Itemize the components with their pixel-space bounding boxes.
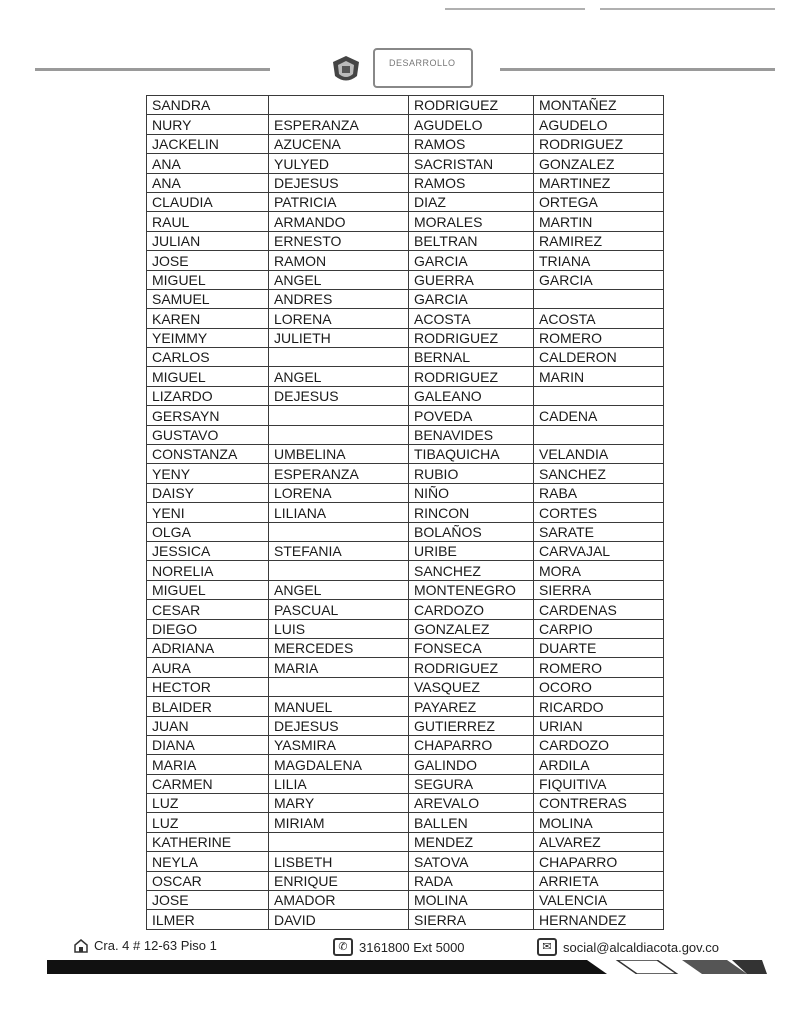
table-cell: MARTIN	[534, 212, 664, 231]
table-cell: ANA	[147, 173, 269, 192]
table-row	[147, 289, 664, 308]
table-cell: RAMOS	[409, 173, 534, 192]
table-row	[147, 891, 664, 910]
table-row	[147, 212, 664, 231]
table-cell: AREVALO	[409, 794, 534, 813]
table-cell: AGUDELO	[409, 115, 534, 134]
table-cell: NURY	[147, 115, 269, 134]
table-cell: TIBAQUICHA	[409, 445, 534, 464]
table-cell: LUZ	[147, 813, 269, 832]
table-cell: PAYAREZ	[409, 697, 534, 716]
table-row	[147, 173, 664, 192]
table-cell: MARIA	[147, 755, 269, 774]
table-cell: SARATE	[534, 522, 664, 541]
table-cell: GUERRA	[409, 270, 534, 289]
table-row	[147, 115, 664, 134]
table-cell: CONTRERAS	[534, 794, 664, 813]
names-table	[146, 95, 664, 930]
table-cell	[269, 348, 409, 367]
table-cell: DIEGO	[147, 619, 269, 638]
table-row	[147, 406, 664, 425]
footer	[0, 935, 791, 959]
footer-phone	[333, 938, 465, 956]
table-cell: CESAR	[147, 600, 269, 619]
table-cell: GONZALEZ	[409, 619, 534, 638]
table-cell: MORA	[534, 561, 664, 580]
table-cell: MAGDALENA	[269, 755, 409, 774]
table-cell: CARLOS	[147, 348, 269, 367]
table-row	[147, 600, 664, 619]
table-cell: GARCIA	[409, 289, 534, 308]
table-cell: SANCHEZ	[534, 464, 664, 483]
table-cell: ACOSTA	[409, 309, 534, 328]
table-cell: JACKELIN	[147, 134, 269, 153]
footer-email-text[interactable]: social@alcaldiacota.gov.co	[563, 939, 720, 955]
table-cell: BERNAL	[409, 348, 534, 367]
table-row	[147, 367, 664, 386]
footer-black-bar	[47, 960, 587, 974]
table-cell: GUSTAVO	[147, 425, 269, 444]
table-cell: NIÑO	[409, 483, 534, 502]
table-cell: PATRICIA	[269, 192, 409, 211]
table-cell: YEIMMY	[147, 328, 269, 347]
table-cell: DEJESUS	[269, 173, 409, 192]
table-row	[147, 445, 664, 464]
table-row	[147, 154, 664, 173]
names-table-body	[147, 96, 664, 930]
table-cell: OCORO	[534, 677, 664, 696]
table-row	[147, 658, 664, 677]
phone-icon: ✆	[333, 938, 353, 956]
table-row	[147, 755, 664, 774]
table-cell: SACRISTAN	[409, 154, 534, 173]
table-row	[147, 483, 664, 502]
top-scan-line	[445, 8, 585, 10]
table-cell: LORENA	[269, 309, 409, 328]
table-cell: STEFANIA	[269, 541, 409, 560]
table-cell	[534, 386, 664, 405]
header-stamp	[373, 48, 473, 88]
table-cell: CARMEN	[147, 774, 269, 793]
table-cell: MORALES	[409, 212, 534, 231]
table-cell	[269, 522, 409, 541]
table-cell: ARRIETA	[534, 871, 664, 890]
table-cell: MARIA	[269, 658, 409, 677]
table-cell: YENI	[147, 503, 269, 522]
table-row	[147, 871, 664, 890]
table-cell: UMBELINA	[269, 445, 409, 464]
table-cell: AMADOR	[269, 891, 409, 910]
table-cell: MOLINA	[534, 813, 664, 832]
footer-bar-tail	[587, 960, 767, 974]
table-row	[147, 231, 664, 250]
table-cell: ANGEL	[269, 270, 409, 289]
table-cell: MONTAÑEZ	[534, 96, 664, 115]
footer-email[interactable]	[537, 938, 719, 956]
table-cell: YENY	[147, 464, 269, 483]
table-cell: ROMERO	[534, 658, 664, 677]
table-cell: MIGUEL	[147, 367, 269, 386]
table-cell: OSCAR	[147, 871, 269, 890]
table-cell: LUZ	[147, 794, 269, 813]
table-row	[147, 348, 664, 367]
table-row	[147, 580, 664, 599]
table-cell: CLAUDIA	[147, 192, 269, 211]
table-cell: KAREN	[147, 309, 269, 328]
table-cell: RAUL	[147, 212, 269, 231]
table-cell: ORTEGA	[534, 192, 664, 211]
table-row	[147, 910, 664, 929]
building-icon	[74, 939, 88, 953]
table-cell: ILMER	[147, 910, 269, 929]
table-cell: MIGUEL	[147, 270, 269, 289]
table-cell: MONTENEGRO	[409, 580, 534, 599]
table-cell: RUBIO	[409, 464, 534, 483]
table-cell: ARMANDO	[269, 212, 409, 231]
table-cell: JULIAN	[147, 231, 269, 250]
table-cell	[534, 425, 664, 444]
table-cell: ERNESTO	[269, 231, 409, 250]
table-cell	[269, 677, 409, 696]
table-cell: LILIA	[269, 774, 409, 793]
table-cell: KATHERINE	[147, 832, 269, 851]
municipal-shield-icon	[329, 54, 363, 86]
table-cell: GONZALEZ	[534, 154, 664, 173]
table-cell: CARDOZO	[534, 735, 664, 754]
table-cell: LORENA	[269, 483, 409, 502]
table-cell: NEYLA	[147, 852, 269, 871]
table-cell: DUARTE	[534, 638, 664, 657]
table-cell: PASCUAL	[269, 600, 409, 619]
table-cell	[269, 406, 409, 425]
table-cell: ANGEL	[269, 367, 409, 386]
table-cell: RAMIREZ	[534, 231, 664, 250]
table-cell: ROMERO	[534, 328, 664, 347]
table-cell: URIBE	[409, 541, 534, 560]
table-cell: MERCEDES	[269, 638, 409, 657]
table-cell: VASQUEZ	[409, 677, 534, 696]
table-cell: RODRIGUEZ	[409, 328, 534, 347]
table-cell: DEJESUS	[269, 716, 409, 735]
table-cell: CARDENAS	[534, 600, 664, 619]
footer-phone-text: 3161800 Ext 5000	[359, 939, 465, 955]
table-cell: RODRIGUEZ	[409, 96, 534, 115]
table-cell: GARCIA	[534, 270, 664, 289]
table-cell: CARVAJAL	[534, 541, 664, 560]
table-row	[147, 425, 664, 444]
table-row	[147, 677, 664, 696]
table-cell: RABA	[534, 483, 664, 502]
table-cell: JULIETH	[269, 328, 409, 347]
table-cell: MOLINA	[409, 891, 534, 910]
table-row	[147, 794, 664, 813]
table-cell	[269, 832, 409, 851]
table-row	[147, 735, 664, 754]
table-cell: GERSAYN	[147, 406, 269, 425]
table-row	[147, 697, 664, 716]
table-row	[147, 852, 664, 871]
table-cell: FONSECA	[409, 638, 534, 657]
table-cell: VALENCIA	[534, 891, 664, 910]
table-row	[147, 134, 664, 153]
table-cell: RODRIGUEZ	[409, 658, 534, 677]
table-cell: DAVID	[269, 910, 409, 929]
table-cell: MENDEZ	[409, 832, 534, 851]
table-cell: BOLAÑOS	[409, 522, 534, 541]
table-cell: URIAN	[534, 716, 664, 735]
table-cell: ANDRES	[269, 289, 409, 308]
table-cell: JOSE	[147, 891, 269, 910]
table-cell: CHAPARRO	[409, 735, 534, 754]
table-row	[147, 774, 664, 793]
table-cell: OLGA	[147, 522, 269, 541]
table-cell: ALVAREZ	[534, 832, 664, 851]
table-cell: GARCIA	[409, 251, 534, 270]
table-cell: ENRIQUE	[269, 871, 409, 890]
table-cell: MARY	[269, 794, 409, 813]
table-row	[147, 270, 664, 289]
table-row	[147, 561, 664, 580]
table-cell: RICARDO	[534, 697, 664, 716]
table-cell: SAMUEL	[147, 289, 269, 308]
table-row	[147, 96, 664, 115]
footer-address	[74, 938, 217, 953]
table-row	[147, 813, 664, 832]
table-cell: SANDRA	[147, 96, 269, 115]
table-row	[147, 464, 664, 483]
table-cell: GALINDO	[409, 755, 534, 774]
table-cell: JUAN	[147, 716, 269, 735]
table-cell: AZUCENA	[269, 134, 409, 153]
table-cell: AGUDELO	[534, 115, 664, 134]
table-cell: CADENA	[534, 406, 664, 425]
table-cell	[269, 561, 409, 580]
table-cell: BLAIDER	[147, 697, 269, 716]
table-cell: CORTES	[534, 503, 664, 522]
table-cell: CALDERON	[534, 348, 664, 367]
table-cell: ESPERANZA	[269, 115, 409, 134]
table-cell: SIERRA	[409, 910, 534, 929]
header-rule-right	[500, 68, 775, 71]
table-cell: LISBETH	[269, 852, 409, 871]
table-cell: GALEANO	[409, 386, 534, 405]
envelope-icon: ✉	[537, 938, 557, 956]
table-row	[147, 619, 664, 638]
table-cell: DAISY	[147, 483, 269, 502]
table-cell: ANA	[147, 154, 269, 173]
table-cell: SEGURA	[409, 774, 534, 793]
table-cell: YULYED	[269, 154, 409, 173]
table-cell: DIAZ	[409, 192, 534, 211]
table-row	[147, 638, 664, 657]
table-cell: CARDOZO	[409, 600, 534, 619]
table-cell: FIQUITIVA	[534, 774, 664, 793]
table-cell: POVEDA	[409, 406, 534, 425]
table-cell: GUTIERREZ	[409, 716, 534, 735]
table-cell: SANCHEZ	[409, 561, 534, 580]
table-cell: AURA	[147, 658, 269, 677]
table-row	[147, 192, 664, 211]
table-cell: ACOSTA	[534, 309, 664, 328]
table-cell: SATOVA	[409, 852, 534, 871]
table-cell: ESPERANZA	[269, 464, 409, 483]
table-cell: ADRIANA	[147, 638, 269, 657]
table-cell: JOSE	[147, 251, 269, 270]
table-row	[147, 309, 664, 328]
table-cell: BELTRAN	[409, 231, 534, 250]
table-cell: RODRIGUEZ	[534, 134, 664, 153]
stamp-text: DESARROLLO	[389, 58, 456, 68]
table-row	[147, 386, 664, 405]
table-cell: RODRIGUEZ	[409, 367, 534, 386]
footer-address-text: Cra. 4 # 12-63 Piso 1	[94, 938, 217, 953]
table-cell: SIERRA	[534, 580, 664, 599]
table-cell: DIANA	[147, 735, 269, 754]
table-row	[147, 541, 664, 560]
table-cell: LIZARDO	[147, 386, 269, 405]
table-cell: LILIANA	[269, 503, 409, 522]
table-cell: BENAVIDES	[409, 425, 534, 444]
table-cell: MIRIAM	[269, 813, 409, 832]
table-cell: RADA	[409, 871, 534, 890]
top-scan-line-2	[600, 8, 775, 10]
table-cell: CARPIO	[534, 619, 664, 638]
table-cell: YASMIRA	[269, 735, 409, 754]
table-cell: NORELIA	[147, 561, 269, 580]
table-cell: ARDILA	[534, 755, 664, 774]
header-rule-left	[35, 68, 270, 71]
table-cell	[269, 96, 409, 115]
table-row	[147, 251, 664, 270]
table-cell: JESSICA	[147, 541, 269, 560]
table-cell	[534, 289, 664, 308]
table-cell: RAMOS	[409, 134, 534, 153]
table-row	[147, 832, 664, 851]
table-cell: BALLEN	[409, 813, 534, 832]
table-cell	[269, 425, 409, 444]
table-cell: MANUEL	[269, 697, 409, 716]
table-cell: ANGEL	[269, 580, 409, 599]
table-row	[147, 522, 664, 541]
table-row	[147, 503, 664, 522]
table-cell: TRIANA	[534, 251, 664, 270]
table-cell: MIGUEL	[147, 580, 269, 599]
table-cell: CONSTANZA	[147, 445, 269, 464]
table-cell: RAMON	[269, 251, 409, 270]
table-row	[147, 716, 664, 735]
table-cell: VELANDIA	[534, 445, 664, 464]
table-cell: MARIN	[534, 367, 664, 386]
table-cell: CHAPARRO	[534, 852, 664, 871]
table-row	[147, 328, 664, 347]
table-cell: HECTOR	[147, 677, 269, 696]
table-cell: HERNANDEZ	[534, 910, 664, 929]
table-cell: MARTINEZ	[534, 173, 664, 192]
table-cell: RINCON	[409, 503, 534, 522]
table-cell: DEJESUS	[269, 386, 409, 405]
table-cell: LUIS	[269, 619, 409, 638]
